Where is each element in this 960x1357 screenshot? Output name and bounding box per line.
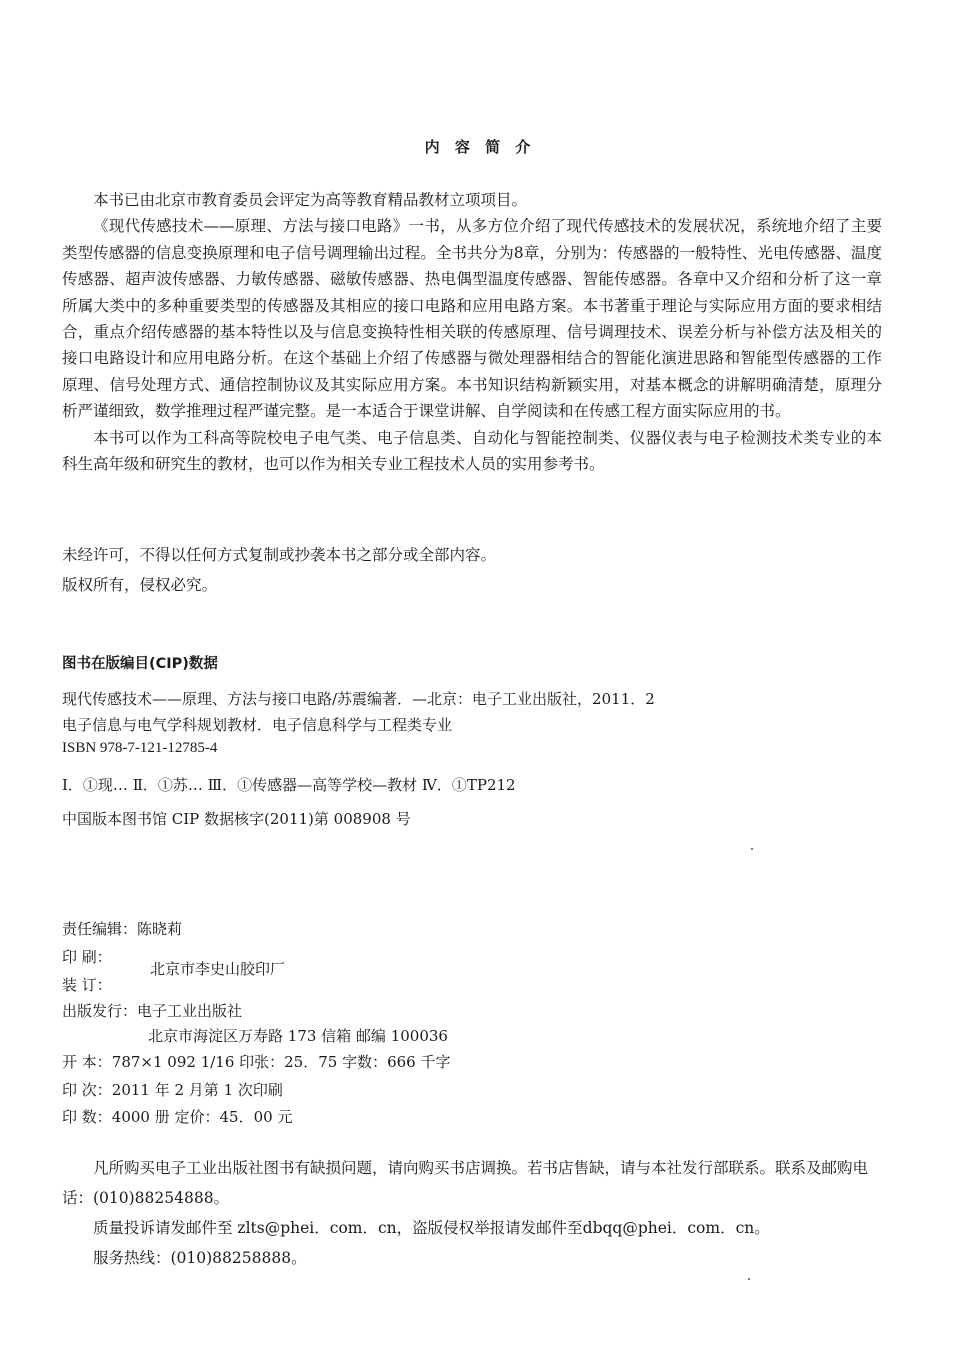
cip-series-line: 电子信息与电气学科规划教材．电子信息科学与工程类专业 <box>62 716 453 734</box>
cip-heading: 图书在版编目(CIP)数据 <box>62 656 218 672</box>
cip-title-line: 现代传感技术——原理、方法与接口电路/苏震编著．—北京：电子工业出版社，2011．2 <box>62 690 655 708</box>
service-hotline: 服务热线：(010)88258888。 <box>93 1249 307 1267</box>
edition-row <box>62 1079 283 1100</box>
copies-label: 印 数： <box>62 1108 112 1126</box>
binding-label-row <box>62 974 112 995</box>
cip-classification: Ⅰ．①现… Ⅱ．①苏… Ⅲ．①传感器—高等学校—教材 Ⅳ．①TP212 <box>62 776 516 794</box>
purchase-notice <box>62 1153 882 1273</box>
scan-speck <box>751 848 753 850</box>
summary-paragraph-2: 《现代传感技术——原理、方法与接口电路》一书，从多方位介绍了现代传感技术的发展状况，系统地介绍了主要类型传感器的信息变换原理和电子信号调理输出过程。全书共分为8章，分别为：传感器的一般特性、光电传感器、温度传感器、超声波传感器、力敏传感器、磁敏传感器、热电偶型温度传感器、智能传感器。各章中又介绍和分析了这一章所属大类中的多种重要类型的传感器及其相应的接口电路和应用电路方案。本书著重于理论与实际应用方面的要求相结合，重点介绍传感器的基本特性以及与信息变换特性相关联的传感原理、信号调理技术、误差分析与补偿方法及相关的接口电路设计和应用电路分析。在这个基础上介绍了传感器与微处理器相结合的智能化演进思路和智能型传感器的工作原理、信号处理方式、通信控制协议及其实际应用方案。本书知识结构新颖实用，对基本概念的讲解明确清楚，原理分析严谨细致，数学推理过程严谨完整。是一本适合于课堂讲解、自学阅读和在传感工程方面实际应用的书。 <box>62 217 882 421</box>
publisher-name: 电子工业出版社 <box>137 1002 243 1020</box>
complaint-email: 质量投诉请发邮件至 zlts@phei．com．cn，盗版侵权举报请发邮件至dbqq@phei．com．cn。 <box>93 1219 770 1237</box>
page-title: 内 容 简 介 <box>424 138 536 156</box>
summary-paragraph-3: 本书可以作为工科高等院校电子电气类、电子信息类、自动化与智能控制类、仪器仪表与电子检测技术类专业的本科生高年级和研究生的教材，也可以作为相关专业工程技术人员的实用参考书。 <box>62 428 882 474</box>
copyright-notice-line: 版权所有，侵权必究。 <box>62 576 218 594</box>
printer-name: 北京市李史山胶印厂 <box>150 960 286 978</box>
editor-label: 责任编辑： <box>62 920 138 938</box>
edition-label: 印 次： <box>62 1081 112 1099</box>
publisher-address: 北京市海淀区万寿路 173 信箱 邮编 100036 <box>148 1027 448 1045</box>
cip-record-number: 中国版本图书馆 CIP 数据核字(2011)第 008908 号 <box>62 810 411 828</box>
format-row <box>62 1051 450 1072</box>
cip-isbn: ISBN 978-7-121-12785-4 <box>62 740 218 756</box>
scan-speck <box>748 1278 750 1280</box>
copyright-notice <box>62 540 496 600</box>
content-summary <box>62 187 882 477</box>
copyright-notice-line: 未经许可，不得以任何方式复制或抄袭本书之部分或全部内容。 <box>62 546 497 564</box>
return-policy: 凡所购买电子工业出版社图书有缺损问题，请向购买书店调换。若书店售缺，请与本社发行部联系。联系及邮购电话：(010)88254888。 <box>62 1159 869 1207</box>
editor-row <box>62 918 182 939</box>
copies-row <box>62 1106 292 1127</box>
publisher-label: 出版发行： <box>62 1002 138 1020</box>
bind-label: 装 订： <box>62 976 112 994</box>
edition-value: 2011 年 2 月第 1 次印刷 <box>111 1081 283 1099</box>
copies-value: 4000 册 定价：45．00 元 <box>111 1108 293 1126</box>
editor-name: 陈晓莉 <box>137 920 183 938</box>
summary-paragraph-1: 本书已由北京市教育委员会评定为高等教育精品教材立项项目。 <box>93 191 528 209</box>
format-value: 787×1 092 1/16 印张：25．75 字数：666 千字 <box>111 1053 451 1071</box>
publisher-row <box>62 1000 242 1021</box>
format-label: 开 本： <box>62 1053 112 1071</box>
printer-label-row <box>62 946 112 967</box>
print-label: 印 刷： <box>62 948 112 966</box>
